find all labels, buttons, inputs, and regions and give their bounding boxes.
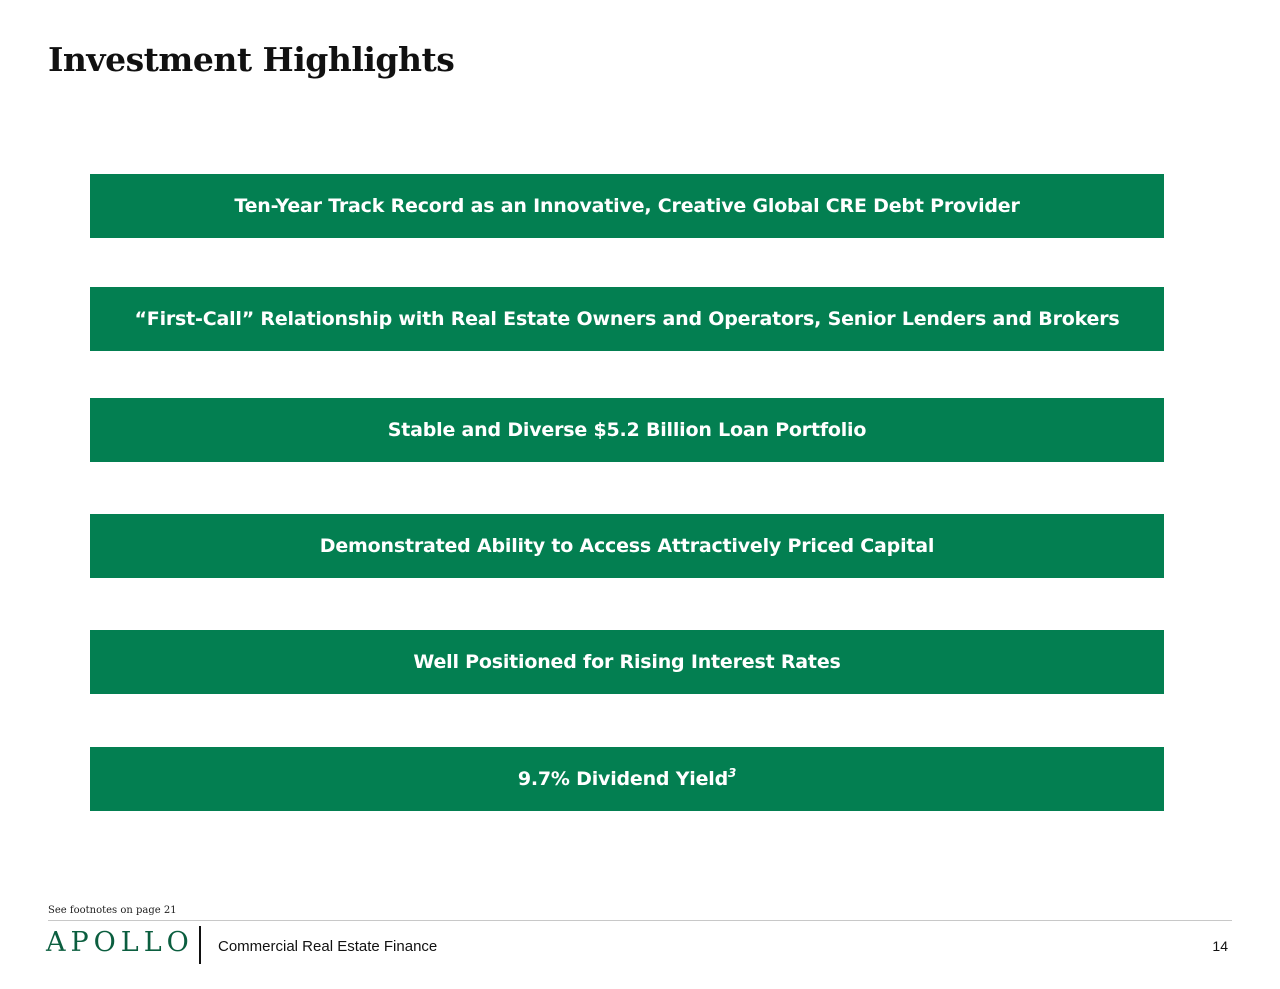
footnote-marker: 3	[728, 766, 737, 780]
highlight-bar	[90, 287, 1164, 351]
highlight-bar	[90, 514, 1164, 578]
highlight-bar	[90, 747, 1164, 811]
logo-divider	[199, 926, 201, 964]
highlight-bar	[90, 398, 1164, 462]
highlight-text: “First-Call” Relationship with Real Estate Owners and Operators, Senior Lenders and Brokers	[134, 308, 1120, 330]
highlight-text: Ten-Year Track Record as an Innovative, Creative Global CRE Debt Provider	[234, 195, 1020, 217]
highlight-text: Demonstrated Ability to Access Attractively Priced Capital	[319, 535, 935, 557]
footnote-reference: See footnotes on page 21	[48, 905, 177, 916]
footer-subtitle: Commercial Real Estate Finance	[218, 938, 438, 955]
highlight-text: Stable and Diverse $5.2 Billion Loan Portfolio	[387, 419, 867, 441]
page-title: Investment Highlights	[48, 40, 455, 79]
highlight-bar	[90, 174, 1164, 238]
highlight-text	[518, 768, 736, 790]
highlight-text: Well Positioned for Rising Interest Rates	[413, 651, 841, 673]
highlight-bar	[90, 630, 1164, 694]
page-number: 14	[1212, 938, 1228, 954]
highlight-text-main: 9.7% Dividend Yield	[517, 768, 729, 790]
footer-divider-line	[48, 920, 1232, 921]
apollo-logo: APOLLO	[46, 927, 194, 958]
